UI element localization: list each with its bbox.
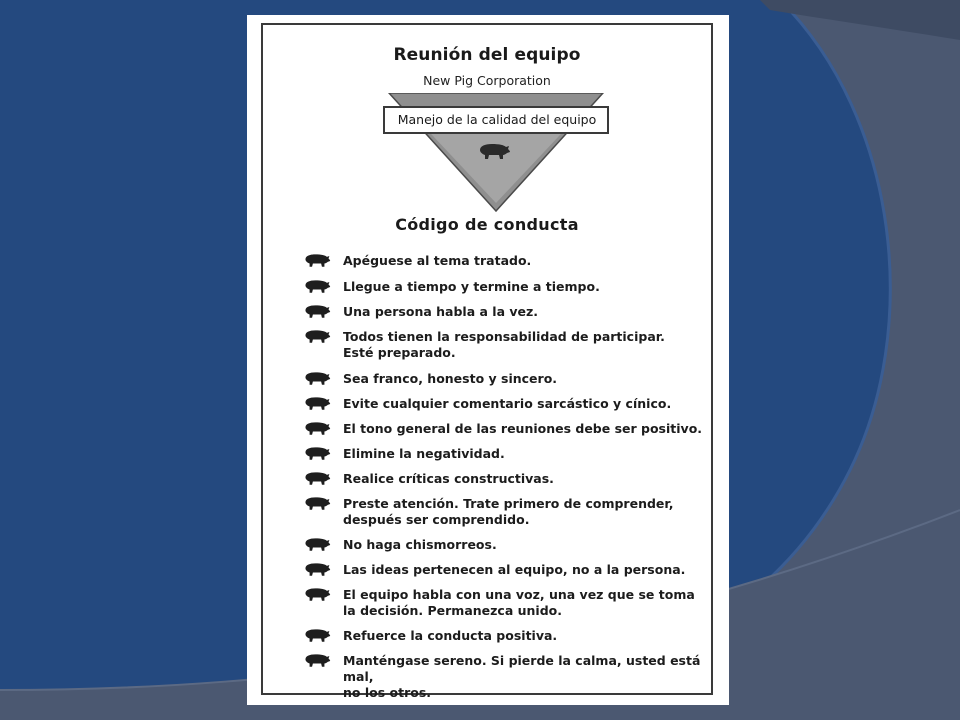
pig-icon [303,371,331,387]
rule-text: Apéguese al tema tratado. [343,253,532,268]
rule-text: El tono general de las reuniones debe ser positivo. [343,421,703,436]
rule-text: Llegue a tiempo y termine a tiempo. [343,279,600,294]
rule-text: Evite cualquier comentario sarcástico y cínico. [343,396,672,411]
rule-text: Manténgase sereno. Si pierde la calma, usted está mal, no los otros. [343,653,701,700]
pig-icon [303,421,331,437]
pig-icon [303,279,331,295]
pig-icon [477,143,511,161]
pig-icon [303,496,331,512]
pig-icon [303,537,331,553]
pig-icon [303,253,331,269]
document-subtitle: New Pig Corporation [423,73,551,88]
rule-text: Realice críticas constructivas. [343,471,554,486]
pig-icon [303,396,331,412]
pig-icon [303,587,331,603]
rule-text: Elimine la negatividad. [343,446,505,461]
rule-text: Preste atención. Trate primero de comprender, después ser comprendido. [343,496,674,527]
document-title: Reunión del equipo [393,45,581,65]
rule-text: No haga chismorreos. [343,537,497,552]
pig-icon [303,653,331,669]
rule-text: Refuerce la conducta positiva. [343,628,558,643]
pig-icon [303,304,331,320]
document-page [247,15,729,705]
rule-text: Las ideas pertenecen al equipo, no a la persona. [343,562,686,577]
document-border [261,23,713,700]
rule-text: Sea franco, honesto y sincero. [343,371,558,386]
pig-icon [303,471,331,487]
pig-icon [303,562,331,578]
quality-band-label: Manejo de la calidad del equipo [397,112,597,127]
pig-icon [303,329,331,345]
pig-icon [303,446,331,462]
rule-text: Una persona habla a la vez. [343,304,539,319]
rule-text: El equipo habla con una voz, una vez que se toma la decisión. Permanezca unido. [343,587,695,618]
rule-text: Todos tienen la responsabilidad de participar. Esté preparado. [343,329,665,360]
section-title: Código de conducta [395,215,579,234]
pig-icon [303,628,331,644]
